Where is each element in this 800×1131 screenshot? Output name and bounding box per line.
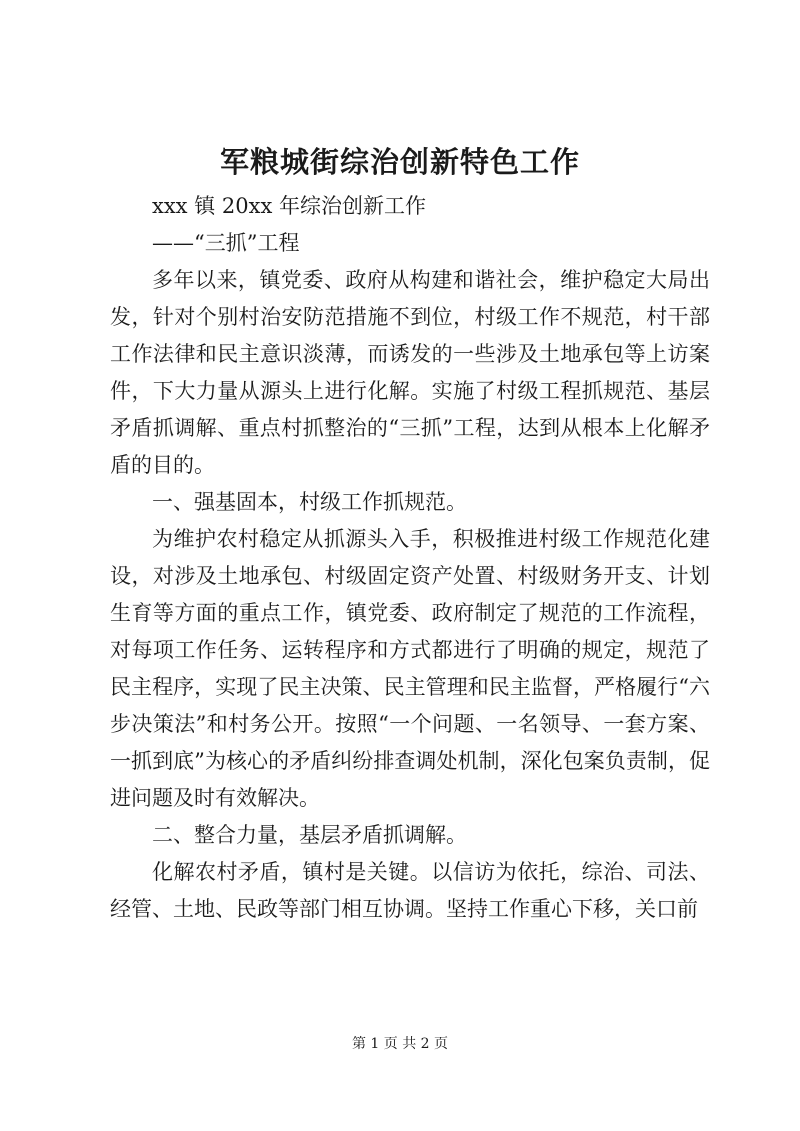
document-title: 军粮城街综治创新特色工作	[219, 145, 580, 179]
body-paragraph: 化解农村矛盾，镇村是关键。以信访为依托，综治、司法、经管、土地、民政等部门相互协调。坚持工作重心下移，关口前	[110, 860, 710, 921]
section-heading: 一、强基固本，村级工作抓规范。	[152, 490, 467, 514]
section-heading: 二、整合力量，基层矛盾抓调解。	[152, 823, 467, 847]
body-paragraph: 多年以来，镇党委、政府从构建和谐社会，维护稳定大局出发，针对个别村治安防范措施不到位，村级工作不规范，村干部工作法律和民主意识淡薄，而诱发的一些涉及土地承包等上访案件，下大力量从源头上进行化解。实施了村级工程抓规范、基层矛盾抓调解、重点村抓整治的“三抓”工程，达到从根本上化解矛盾的目的。	[110, 268, 710, 477]
page-footer: 第 1 页 共 2 页	[351, 1036, 449, 1052]
subtitle-paragraph: xxx 镇 20xx 年综治创新工作	[152, 194, 426, 218]
subtitle-dash-paragraph: ——“三抓”工程	[152, 231, 300, 255]
document-body	[110, 188, 710, 928]
body-paragraph: 为维护农村稳定从抓源头入手，积极推进村级工作规范化建设，对涉及土地承包、村级固定资产处置、村级财务开支、计划生育等方面的重点工作，镇党委、政府制定了规范的工作流程，对每项工作任务、运转程序和方式都进行了明确的规定，规范了民主程序，实现了民主决策、民主管理和民主监督，严格履行“六步决策法”和村务公开。按照“一个问题、一名领导、一套方案、一抓到底”为核心的矛盾纠纷排查调处机制，深化包案负责制，促进问题及时有效解决。	[110, 527, 710, 810]
